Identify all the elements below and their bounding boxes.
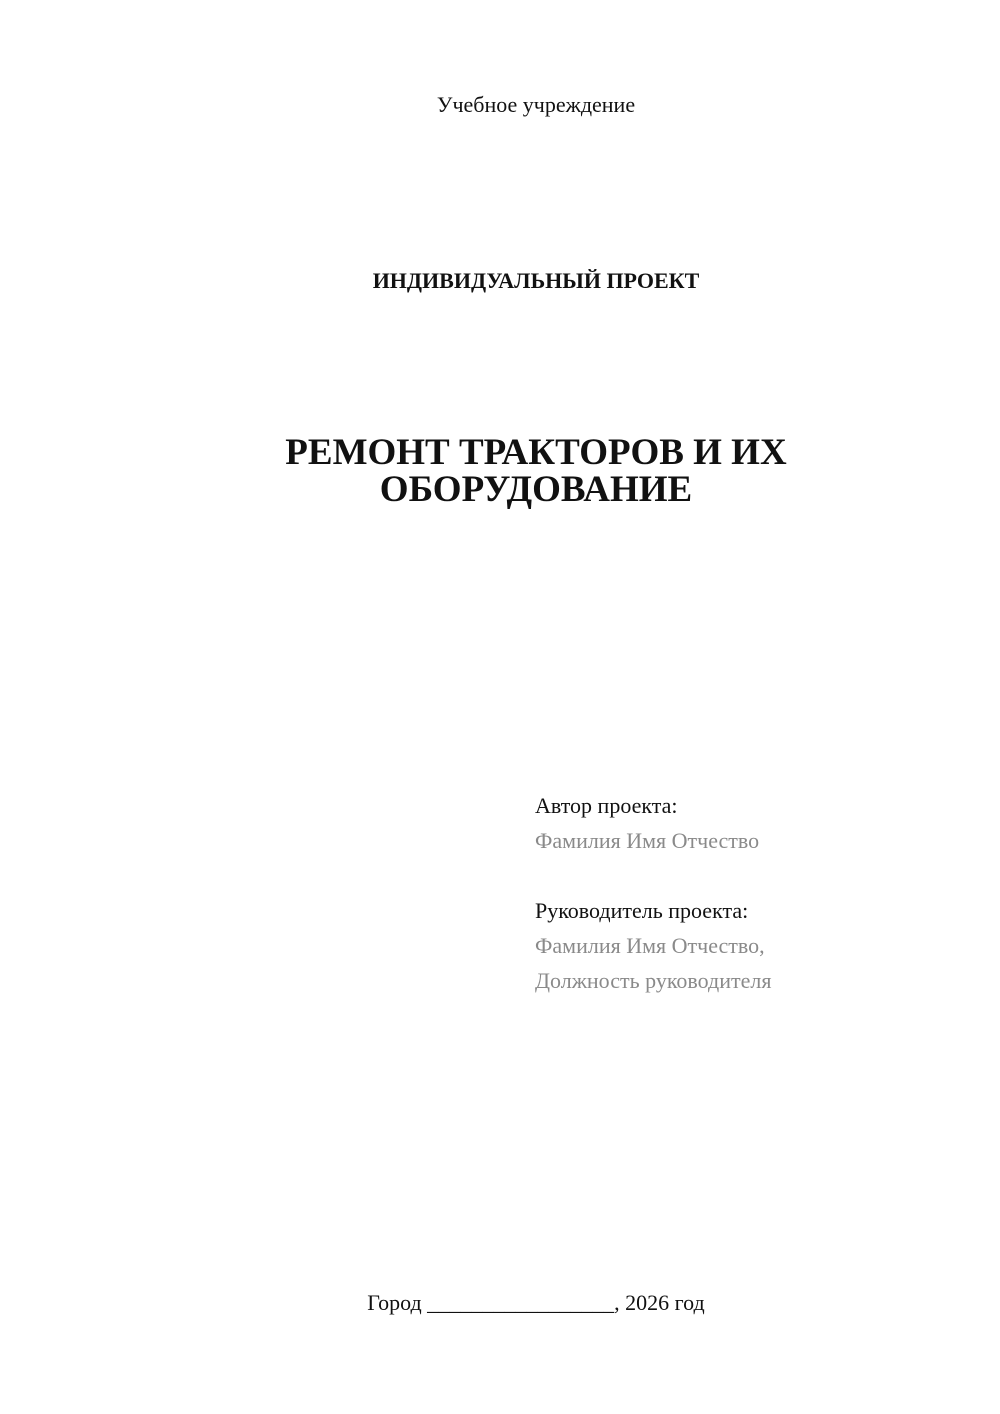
supervisor-label: Руководитель проекта: <box>535 898 749 923</box>
city-year-line: Город _________________, 2026 год <box>367 1290 705 1315</box>
project-title-line-1: РЕМОНТ ТРАКТОРОВ И ИХ <box>285 432 787 473</box>
institution-name: Учебное учреждение <box>436 92 636 117</box>
project-type-heading: ИНДИВИДУАЛЬНЫЙ ПРОЕКТ <box>372 268 700 293</box>
project-title <box>0 434 1000 508</box>
author-name: Фамилия Имя Отчество <box>535 828 760 853</box>
author-label: Автор проекта: <box>535 793 678 818</box>
credits-spacer <box>535 858 955 893</box>
supervisor-name: Фамилия Имя Отчество, <box>535 933 765 958</box>
supervisor-position: Должность руководителя <box>535 968 772 993</box>
project-title-line-2: ОБОРУДОВАНИЕ <box>379 469 693 510</box>
credits-block <box>535 788 955 998</box>
